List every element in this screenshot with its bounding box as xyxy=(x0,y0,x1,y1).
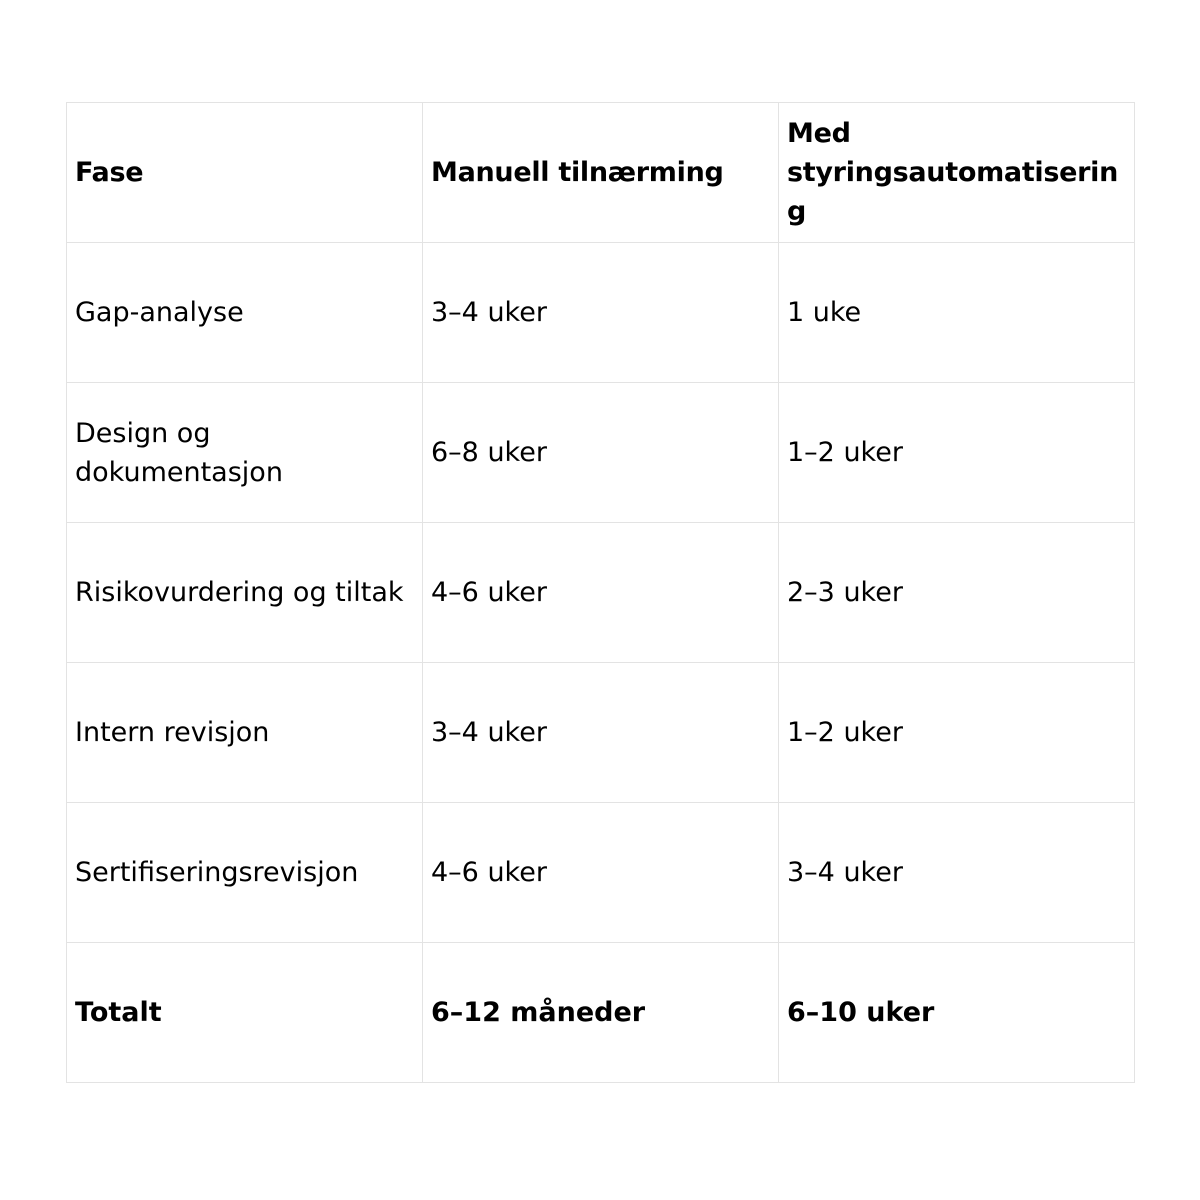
comparison-table-container xyxy=(66,102,1134,1083)
cell-manual: 4–6 uker xyxy=(423,523,779,663)
table-row xyxy=(67,523,1135,663)
cell-phase: Sertifiseringsrevisjon xyxy=(67,803,423,943)
cell-manual: 3–4 uker xyxy=(423,663,779,803)
cell-automation: 1 uke xyxy=(779,243,1135,383)
cell-automation: 1–2 uker xyxy=(779,383,1135,523)
cell-automation: 3–4 uker xyxy=(779,803,1135,943)
header-phase: Fase xyxy=(67,103,423,243)
cell-phase: Gap-analyse xyxy=(67,243,423,383)
cell-phase: Risikovurdering og tiltak xyxy=(67,523,423,663)
header-manual-approach: Manuell tilnærming xyxy=(423,103,779,243)
cell-phase: Design og dokumentasjon xyxy=(67,383,423,523)
total-manual: 6–12 måneder xyxy=(423,943,779,1083)
cell-phase: Intern revisjon xyxy=(67,663,423,803)
cell-manual: 3–4 uker xyxy=(423,243,779,383)
total-label: Totalt xyxy=(67,943,423,1083)
table-row xyxy=(67,383,1135,523)
header-with-automation: Med styringsautomatisering xyxy=(779,103,1135,243)
total-automation: 6–10 uker xyxy=(779,943,1135,1083)
comparison-table xyxy=(66,102,1135,1083)
table-total-row xyxy=(67,943,1135,1083)
cell-automation: 1–2 uker xyxy=(779,663,1135,803)
table-row xyxy=(67,663,1135,803)
cell-manual: 4–6 uker xyxy=(423,803,779,943)
cell-manual: 6–8 uker xyxy=(423,383,779,523)
table-header-row xyxy=(67,103,1135,243)
table-row xyxy=(67,243,1135,383)
cell-automation: 2–3 uker xyxy=(779,523,1135,663)
table-row xyxy=(67,803,1135,943)
